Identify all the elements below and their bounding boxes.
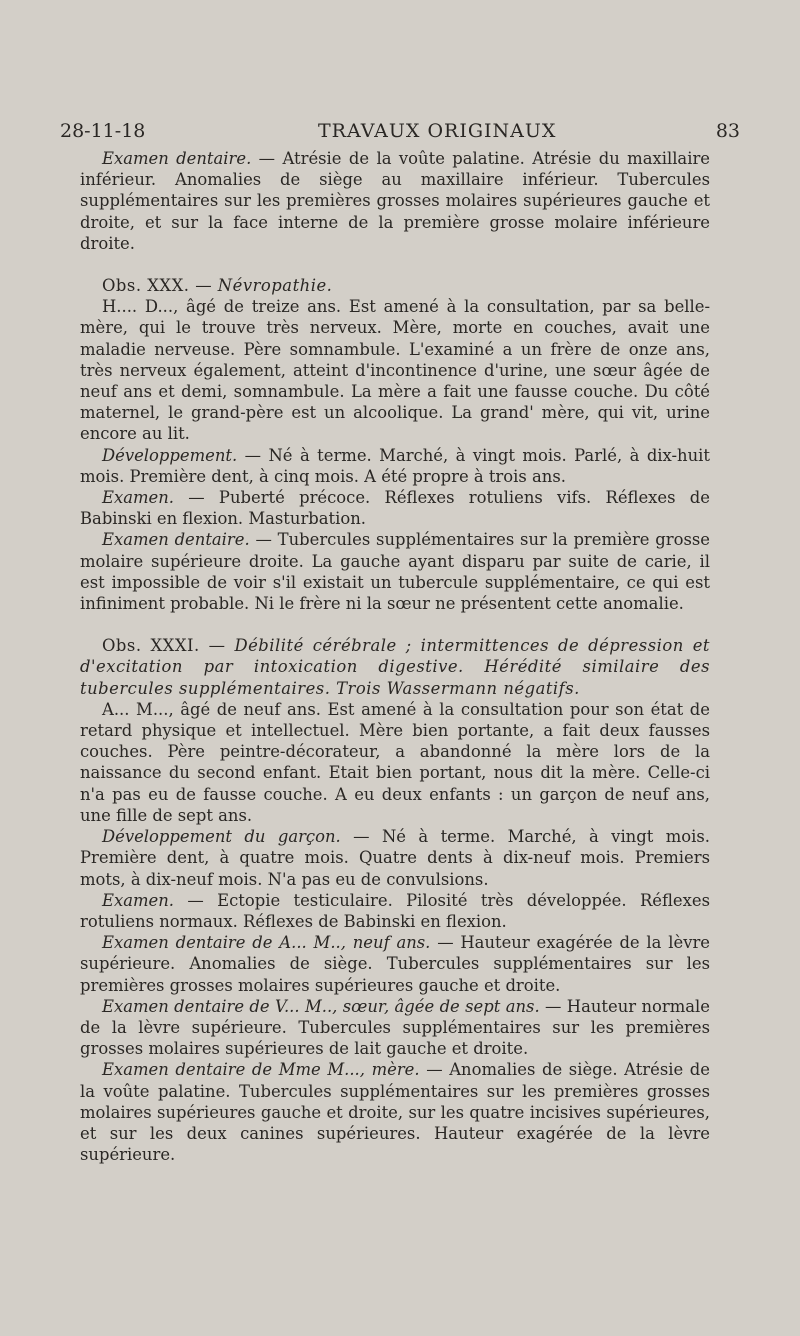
observation-31-heading xyxy=(80,635,710,699)
paragraph-label: Examen dentaire de A... M.., neuf ans. xyxy=(102,933,431,953)
heading-dash: — xyxy=(189,276,218,296)
paragraph-label: Examen. xyxy=(102,890,174,910)
paragraph-label: Examen dentaire. xyxy=(102,149,252,168)
paragraph-text: — Né à terme. Marché, à vingt mois. Première dent, à quatre mois. Quatre dents à dix-neuf mois. Premiers mots, à dix-neuf mois. N'a pas eu de convulsions. xyxy=(80,827,710,889)
observation-31-development xyxy=(80,826,710,890)
header-section-title: TRAVAUX ORIGINAUX xyxy=(318,120,557,142)
paragraph-label: Examen dentaire de Mme M..., mère. xyxy=(102,1060,420,1080)
paragraph-text: — Né à terme. Marché, à vingt mois. Parlé, à dix-huit mois. Première dent, à cinq mois. A été propre à trois ans. xyxy=(80,445,710,486)
observation-31-examen-dentaire-v xyxy=(80,996,710,1060)
page-number: 83 xyxy=(715,120,740,142)
observation-31-examen xyxy=(80,890,710,932)
running-header xyxy=(60,120,740,144)
heading-dash: — xyxy=(199,636,235,656)
paragraph-examen-dentaire-intro xyxy=(80,148,710,254)
observation-number: Obs. XXX. xyxy=(102,276,190,296)
paragraph-label: Examen. xyxy=(102,488,174,508)
observation-30-history: H.... D..., âgé de treize ans. Est amené à la consultation, par sa belle-mère, qui le trouve très nerveux. Mère, morte en couches, avait une maladie nerveuse. Père somnambule. L'examiné a un frère de onze ans, très nerveux également, atteint d'incontinence d'urine, une sœur âgée de neuf ans et demi, somnambule. La mère a fait une fausse couche. Du côté maternel, le grand-père est un alcoolique. La grand' mère, qui vit, urine encore au lit. xyxy=(80,297,710,444)
paragraph-text: — Tubercules supplémentaires sur la première grosse molaire supérieure droite. La gauche ayant disparu par suite de carie, il est impossible de voir s'il existait un tubercule supplémentaire, ce qui est infiniment probable. Ni le frère ni la sœur ne présentent cette anomalie. xyxy=(80,530,710,614)
paragraph-text: — Puberté précoce. Réflexes rotuliens vifs. Réflexes de Babinski en flexion. Masturbation. xyxy=(80,488,710,529)
paragraph-label: Examen dentaire. xyxy=(102,530,250,550)
paragraph-label: Développement du garçon. xyxy=(102,827,341,847)
paragraph-text: — Hauteur normale de la lèvre supérieure. Tubercules supplémentaires sur les premières grosses molaires supérieures de lait gauche et droite. xyxy=(80,996,710,1059)
paragraph-label: Examen dentaire de V... M.., sœur, âgée de sept ans. xyxy=(102,996,540,1016)
observation-title: Névropathie. xyxy=(217,276,333,296)
paragraph-text: — Ectopie testiculaire. Pilosité très développée. Réflexes rotuliens normaux. Réflexes de Babinski en flexion. xyxy=(80,890,710,931)
observation-30-examen-dentaire xyxy=(80,529,710,614)
observation-30-examen xyxy=(80,487,710,529)
observation-number: Obs. XXXI. xyxy=(102,636,200,656)
observation-30-heading xyxy=(80,275,710,296)
header-date: 28-11-18 xyxy=(60,120,146,142)
paragraph-text: — Hauteur exagérée de la lèvre supérieure. Anomalies de siège. Tubercules supplémentaires sur les premières grosses molaires supérieures gauche et droite. xyxy=(80,933,710,995)
observation-31-history: A... M..., âgé de neuf ans. Est amené à la consultation pour son état de retard physique et intellectuel. Mère bien portante, a fait deux fausses couches. Père peintre-décorateur, a abandonné la mère lors de la naissance du second enfant. Etait bien portant, nous dit la mère. Celle-ci n'a pas eu de fausse couche. A eu deux enfants : un garçon de neuf ans, une fille de sept ans. xyxy=(80,699,710,825)
paragraph-label: Développement. xyxy=(102,445,238,465)
observation-30-development xyxy=(80,445,710,487)
observation-title: Débilité cérébrale ; intermittences de dépression et d'excitation par intoxication digestive. Hérédité similaire des tubercules supplémentaires. Trois Wassermann négatifs. xyxy=(80,636,711,698)
observation-31-examen-dentaire-mere xyxy=(80,1059,710,1165)
paragraph-text: — Anomalies de siège. Atrésie de la voûte palatine. Tubercules supplémentaires sur les premières grosses molaires supérieures gauche et droite, sur les quatre incisives supérieures, et sur les deux canines supérieures. Hauteur exagérée de la lèvre supérieure. xyxy=(80,1060,710,1165)
paragraph-text: — Atrésie de la voûte palatine. Atrésie du maxillaire inférieur. Anomalies de siège au maxillaire inférieur. Tubercules supplémentaires sur les premières grosses molaires supérieures gauche et droite, et sur la face interne de la première grosse molaire inférieure droite. xyxy=(80,149,710,253)
page-body xyxy=(80,148,710,1165)
observation-31-examen-dentaire-a xyxy=(80,932,710,996)
